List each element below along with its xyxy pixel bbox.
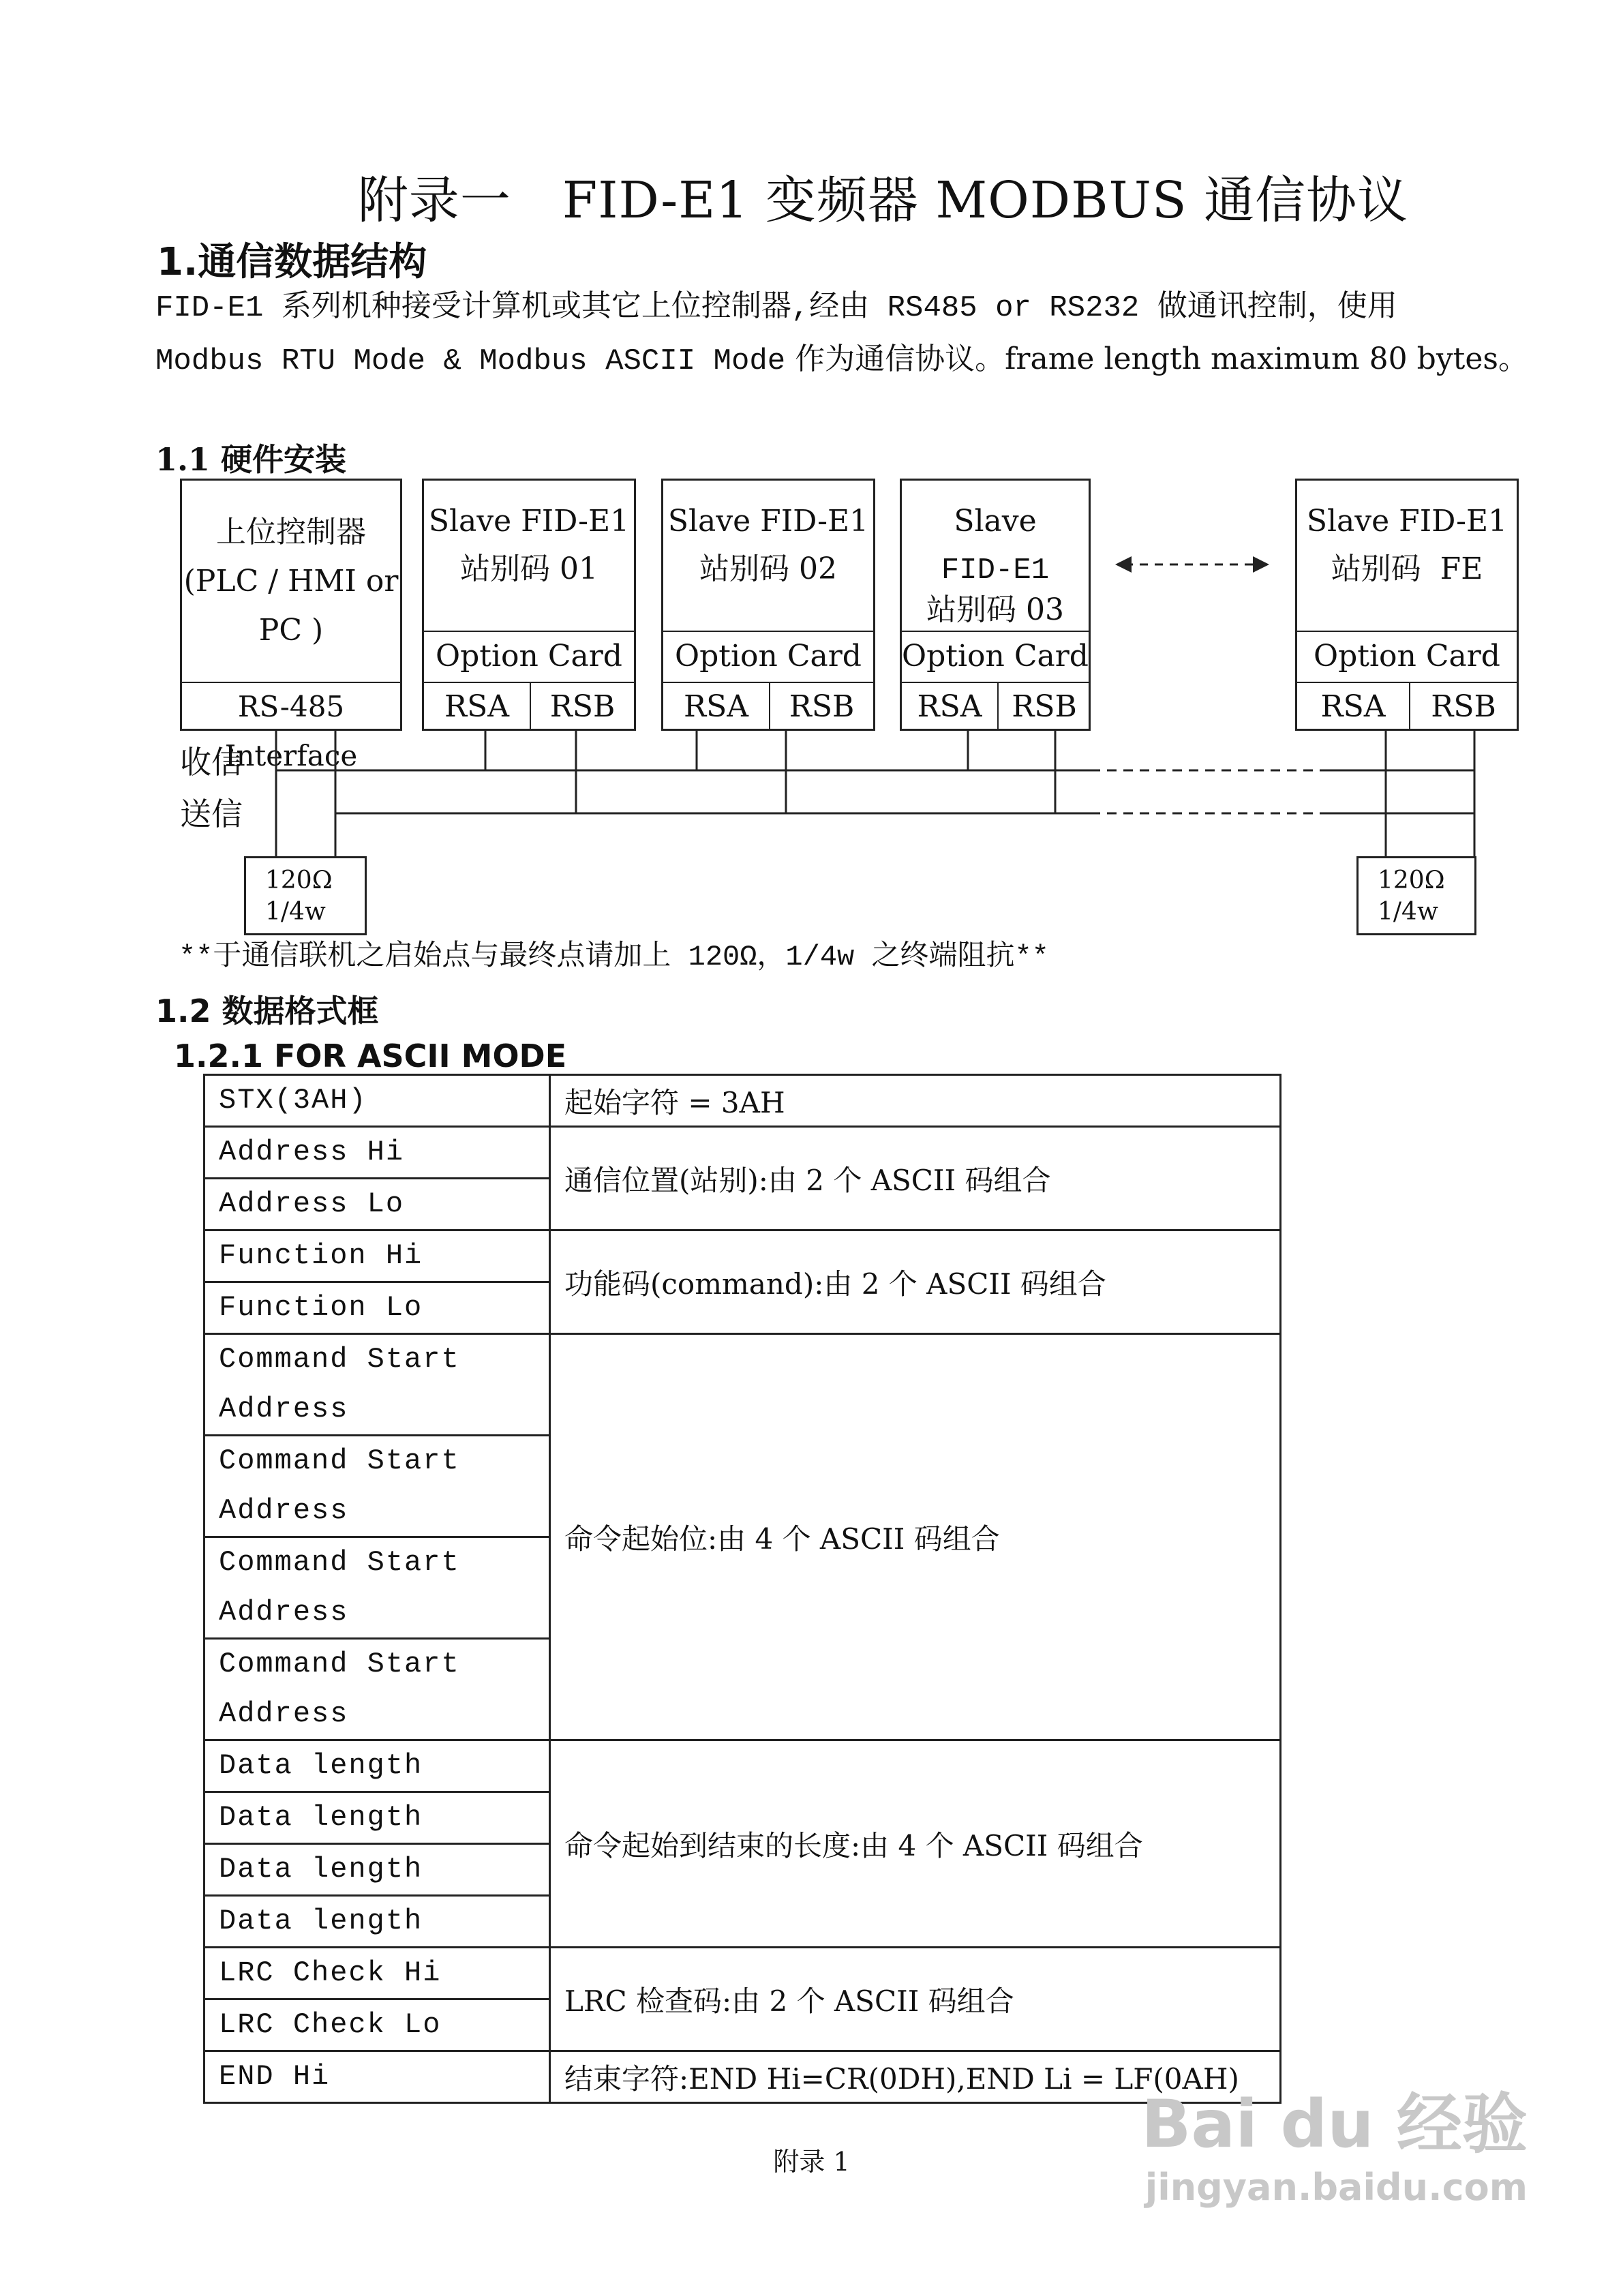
page-footer: 附录 1 xyxy=(773,2147,850,2177)
master-label-2: (PLC / HMI or xyxy=(183,564,399,599)
section-1-line-1: FID-E1 系列机种接受计算机或其它上位控制器,经由 RS485 or RS232 做通讯控制，使用 xyxy=(155,291,1397,325)
table-row xyxy=(204,1127,1281,1179)
section-1-heading: 1.通信数据结构 xyxy=(157,240,427,284)
slave-fe-rsa: RSA xyxy=(1320,689,1386,724)
slave-02-station: 站别码 02 xyxy=(699,552,837,586)
field-data-length-1: Data length xyxy=(204,1740,550,1792)
slave-01-rsa: RSA xyxy=(444,689,510,724)
desc-lrc: LRC 检查码:由 2 个 ASCII 码组合 xyxy=(550,1948,1281,2051)
rx-label: 收信 xyxy=(180,744,243,781)
terminal-resistor-left xyxy=(244,856,367,935)
section-1-1-heading: 1.1 硬件安装 xyxy=(155,441,347,478)
slave-02-label: Slave FID-E1 xyxy=(667,504,869,539)
slave-03-rsa: RSA xyxy=(917,689,982,724)
resistor-left-watts: 1/4w xyxy=(265,898,326,926)
field-function-hi: Function Hi xyxy=(204,1230,550,1282)
slave-03-rsb: RSB xyxy=(1012,689,1077,724)
field-data-length-2: Data length xyxy=(204,1792,550,1844)
ascii-frame-table xyxy=(203,1074,1281,2104)
slave-01-station: 站别码 01 xyxy=(460,552,598,586)
desc-function: 功能码(command):由 2 个 ASCII 码组合 xyxy=(550,1230,1281,1334)
table-row xyxy=(204,1230,1281,1282)
field-data-length-4: Data length xyxy=(204,1896,550,1948)
field-data-length-3: Data length xyxy=(204,1844,550,1896)
table-row xyxy=(204,1740,1281,1792)
desc-data-length: 命令起始到结束的长度:由 4 个 ASCII 码组合 xyxy=(550,1740,1281,1948)
table-row xyxy=(204,2051,1281,2103)
slave-03-label: Slave xyxy=(954,504,1037,539)
slave-02-option-card: Option Card xyxy=(675,639,862,674)
field-command-start-2: Command Start Address xyxy=(204,1436,550,1537)
resistor-right-ohms: 120Ω xyxy=(1378,866,1445,894)
desc-end: 结束字符:END Hi=CR(0DH),END Li = LF(0AH) xyxy=(550,2051,1281,2103)
master-label-3: PC ) xyxy=(258,613,324,648)
field-command-start-4: Command Start Address xyxy=(204,1639,550,1740)
desc-address: 通信位置(站别):由 2 个 ASCII 码组合 xyxy=(550,1127,1281,1230)
frame-length-text: 作为通信协议。frame length maximum 80 bytes。 xyxy=(785,342,1528,376)
slave-02-rsb: RSB xyxy=(789,689,855,724)
field-lrc-lo: LRC Check Lo xyxy=(204,1999,550,2051)
field-function-lo: Function Lo xyxy=(204,1282,550,1334)
page-title: 附录一 FID-E1 变频器 MODBUS 通信协议 xyxy=(357,171,1409,230)
slave-03-model: FID-E1 xyxy=(941,554,1050,588)
protocol-modes: Modbus RTU Mode & Modbus ASCII Mode xyxy=(155,344,786,378)
field-address-hi: Address Hi xyxy=(204,1127,550,1179)
slave-03-option-card: Option Card xyxy=(902,639,1089,674)
field-end-hi: END Hi xyxy=(204,2051,550,2103)
slave-02-rsa: RSA xyxy=(683,689,749,724)
resistor-right-watts: 1/4w xyxy=(1378,898,1438,926)
field-address-lo: Address Lo xyxy=(204,1179,550,1230)
field-stx: STX(3AH) xyxy=(204,1075,550,1127)
slave-fe-station: 站别码 FE xyxy=(1331,552,1483,586)
termination-note: **于通信联机之启始点与最终点请加上 120Ω，1/4w 之终端阻抗** xyxy=(179,941,1049,973)
baidu-logo-text: Bai du 经验 xyxy=(1141,2086,1528,2162)
terminal-resistor-right xyxy=(1356,856,1476,935)
field-command-start-1: Command Start Address xyxy=(204,1334,550,1436)
rs485-interface-label: RS-485 Interface xyxy=(224,690,358,772)
field-command-start-3: Command Start Address xyxy=(204,1537,550,1639)
table-row xyxy=(204,1075,1281,1127)
slave-03-station: 站别码 03 xyxy=(926,592,1064,627)
slave-fe-option-card: Option Card xyxy=(1314,639,1500,674)
section-1-2-1-heading: 1.2.1 FOR ASCII MODE xyxy=(174,1038,567,1074)
bus-wiring xyxy=(0,0,1623,954)
desc-stx: 起始字符 = 3AH xyxy=(550,1075,1281,1127)
slave-fe-label: Slave FID-E1 xyxy=(1306,504,1508,539)
slave-fe-rsb: RSB xyxy=(1431,689,1496,724)
baidu-watermark xyxy=(1141,2072,1528,2209)
master-label-1: 上位控制器 xyxy=(216,515,366,549)
tx-label: 送信 xyxy=(180,796,243,832)
slave-01-label: Slave FID-E1 xyxy=(428,504,630,539)
table-row xyxy=(204,1334,1281,1436)
table-row xyxy=(204,1948,1281,1999)
resistor-left-ohms: 120Ω xyxy=(265,866,333,894)
slave-01-option-card: Option Card xyxy=(436,639,622,674)
section-1-2-heading: 1.2 数据格式框 xyxy=(155,993,379,1029)
desc-command-start: 命令起始位:由 4 个 ASCII 码组合 xyxy=(550,1334,1281,1740)
field-lrc-hi: LRC Check Hi xyxy=(204,1948,550,1999)
baidu-url-text: jingyan.baidu.com xyxy=(1144,2166,1528,2209)
slave-01-rsb: RSB xyxy=(549,689,616,724)
